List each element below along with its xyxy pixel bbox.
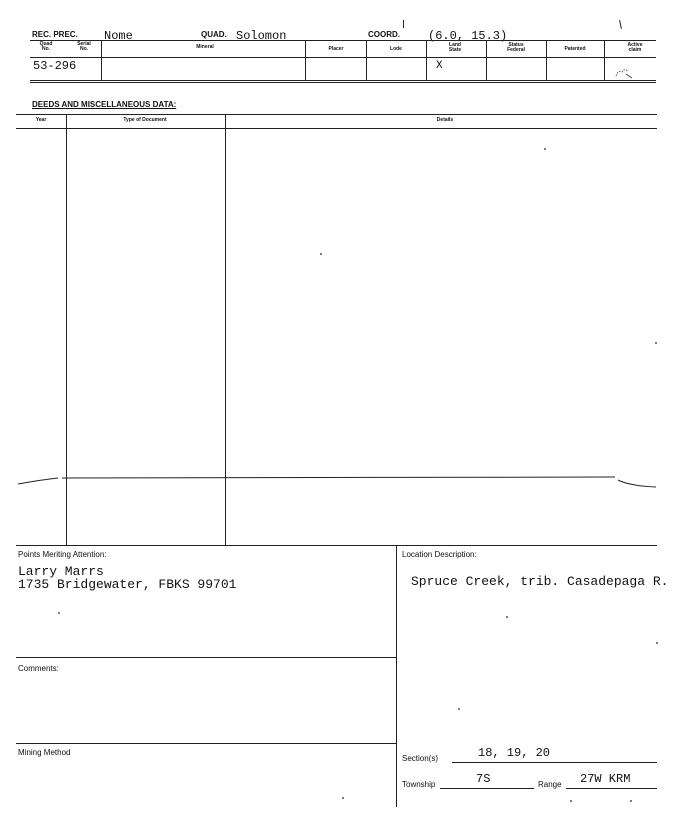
- speck: [342, 797, 344, 799]
- speck: [656, 642, 658, 644]
- sections-underline: [452, 762, 657, 763]
- header-mid-line: [30, 57, 656, 58]
- col-quad-no: Quad No.: [39, 41, 53, 52]
- tick-mark: [619, 20, 622, 29]
- col-land-state: Land State: [448, 42, 462, 53]
- sections-label: Section(s): [402, 754, 439, 763]
- township-value: 7S: [476, 772, 491, 786]
- col-divider-4: [426, 40, 427, 80]
- mining-top-line: [16, 743, 396, 744]
- range-underline: [566, 788, 657, 789]
- col-serial-no: Serial No.: [77, 41, 91, 52]
- coord-value: (6.0, 15.3): [428, 29, 508, 43]
- header-bottom-line: [30, 80, 656, 81]
- comments-label: Comments:: [18, 664, 59, 673]
- scribble-mark: [612, 64, 638, 80]
- col-divider-3: [366, 40, 367, 80]
- col-patented: Patented: [564, 46, 586, 52]
- speck: [58, 612, 60, 614]
- deeds-top-line: [16, 114, 657, 115]
- col-status-federal: Status Federal: [507, 42, 525, 53]
- location-label: Location Description:: [402, 550, 477, 559]
- deeds-col-year: Year: [35, 117, 47, 123]
- quad-label: QUAD.: [201, 30, 227, 39]
- col-divider-7: [604, 40, 605, 80]
- deeds-col-type: Type of Document: [123, 117, 167, 123]
- comments-top-line: [16, 657, 396, 658]
- fold-crease: [0, 468, 678, 494]
- col-divider-5: [486, 40, 487, 80]
- speck: [655, 342, 657, 344]
- township-underline: [440, 788, 534, 789]
- deeds-section-title: DEEDS AND MISCELLANEOUS DATA:: [32, 100, 177, 109]
- speck: [320, 253, 322, 255]
- speck: [544, 148, 546, 150]
- mining-label: Mining Method: [18, 748, 71, 757]
- deeds-col-details: Details: [436, 117, 454, 123]
- points-line-2: 1735 Bridgewater, FBKS 99701: [18, 577, 237, 592]
- speck: [506, 616, 508, 618]
- land-state-mark: X: [436, 60, 443, 72]
- header-bottom-line-2: [30, 82, 656, 83]
- range-value: 27W KRM: [580, 772, 631, 786]
- township-label: Township: [402, 780, 436, 789]
- col-divider-2: [305, 40, 306, 80]
- quad-serial-value: 53-296: [33, 59, 77, 73]
- col-placer: Placer: [328, 46, 344, 52]
- tick-mark-2: [403, 20, 404, 28]
- location-value: Spruce Creek, trib. Casadepaga R.: [411, 574, 669, 589]
- deeds-header-bottom-line: [16, 128, 657, 129]
- header-top-line: [30, 40, 656, 41]
- rec-prec-value: Nome: [104, 29, 133, 43]
- points-label: Points Meriting Attention:: [18, 550, 107, 559]
- col-lode: Lode: [390, 46, 402, 52]
- points-line-1: Larry Marrs: [18, 564, 104, 579]
- col-divider-6: [546, 40, 547, 80]
- range-label: Range: [538, 780, 562, 789]
- deeds-bottom-line: [16, 545, 657, 546]
- quad-value: Solomon: [236, 29, 287, 43]
- speck: [630, 800, 632, 802]
- coord-label: COORD.: [368, 30, 400, 39]
- sections-value: 18, 19, 20: [478, 746, 551, 760]
- speck: [570, 800, 572, 802]
- col-active-claim: Active claim: [627, 42, 643, 53]
- col-divider-1: [101, 40, 102, 80]
- lower-center-divider: [396, 545, 397, 807]
- col-mineral: Mineral: [196, 44, 214, 50]
- speck: [458, 708, 460, 710]
- rec-prec-label: REC. PREC.: [32, 30, 78, 39]
